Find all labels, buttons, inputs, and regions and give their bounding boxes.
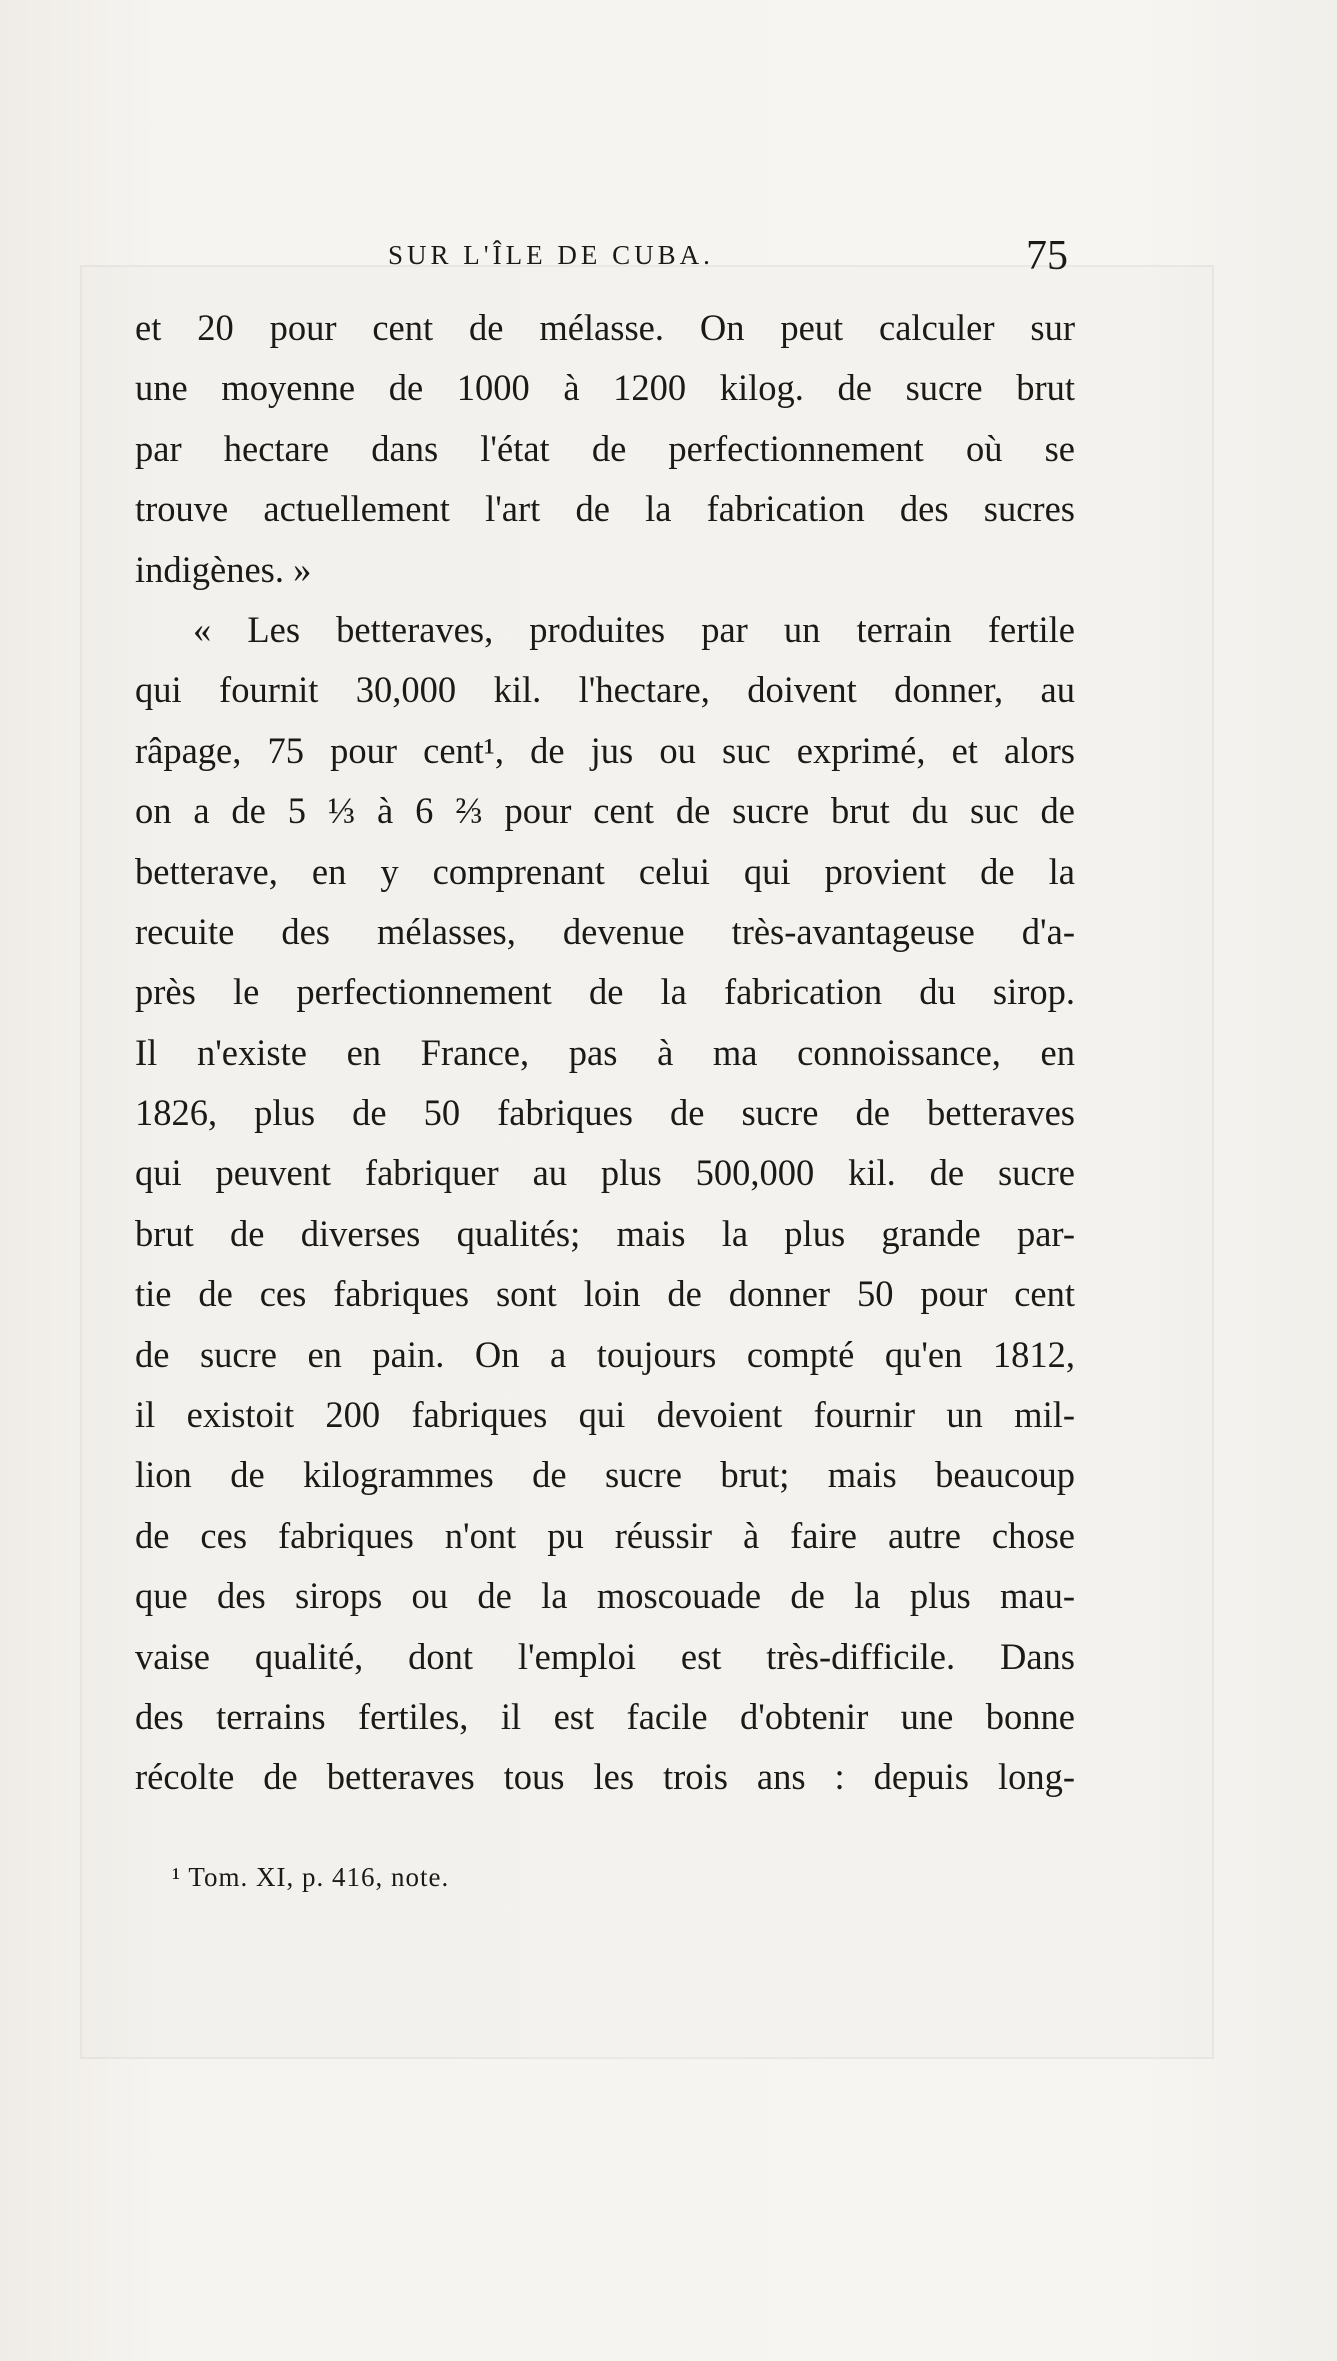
text-line: il existoit 200 fabriques qui devoient fournir un mil- [135,1394,1075,1436]
running-head-title: SUR L'ÎLE DE CUBA. [388,240,714,270]
text-line: près le perfectionnement de la fabrication du sirop. [135,971,1075,1013]
text-line: et 20 pour cent de mélasse. On peut calculer sur [135,307,1075,348]
text-line: qui peuvent fabriquer au plus 500,000 kil. de sucre [135,1152,1075,1194]
text-line: récolte de betteraves tous les trois ans : depuis long- [135,1756,1075,1798]
text-line: lion de kilogrammes de sucre brut; mais beaucoup [135,1454,1075,1496]
text-line: une moyenne de 1000 à 1200 kilog. de sucre brut [135,367,1075,409]
body-text [135,298,1075,1808]
text-line: recuite des mélasses, devenue très-avantageuse d'a- [135,910,1075,952]
text-line: tie de ces fabriques sont loin de donner 50 pour cent [135,1273,1075,1315]
text-line: indigènes. » [135,548,312,590]
text-line: de ces fabriques n'ont pu réussir à faire autre chose [135,1514,1075,1556]
running-head [138,232,1078,282]
text-line: vaise qualité, dont l'emploi est très-difficile. Dans [135,1635,1075,1677]
text-line: on a de 5 ⅓ à 6 ⅔ pour cent de sucre brut du suc de [135,790,1075,832]
text-line: que des sirops ou de la moscouade de la plus mau- [135,1575,1075,1617]
text-line: trouve actuellement l'art de la fabrication des sucres [135,488,1075,530]
text-line: Il n'existe en France, pas à ma connoissance, en [135,1031,1075,1073]
text-line: 1826, plus de 50 fabriques de sucre de betteraves [135,1092,1075,1134]
text-line: betterave, en y comprenant celui qui provient de la [135,850,1075,892]
page-number: 75 [1026,233,1068,279]
footnote: ¹ Tom. XI, p. 416, note. [172,1862,450,1892]
text-line: qui fournit 30,000 kil. l'hectare, doivent donner, au [135,669,1075,711]
text-line: par hectare dans l'état de perfectionnement où se [135,427,1075,469]
text-line: des terrains fertiles, il est facile d'obtenir une bonne [135,1695,1075,1737]
text-line: brut de diverses qualités; mais la plus grande par- [135,1212,1075,1254]
text-line: « Les betteraves, produites par un terrain fertile [193,608,1075,650]
text-line: de sucre en pain. On a toujours compté qu'en 1812, [135,1333,1075,1375]
text-line: râpage, 75 pour cent¹, de jus ou suc exprimé, et alors [135,729,1075,771]
